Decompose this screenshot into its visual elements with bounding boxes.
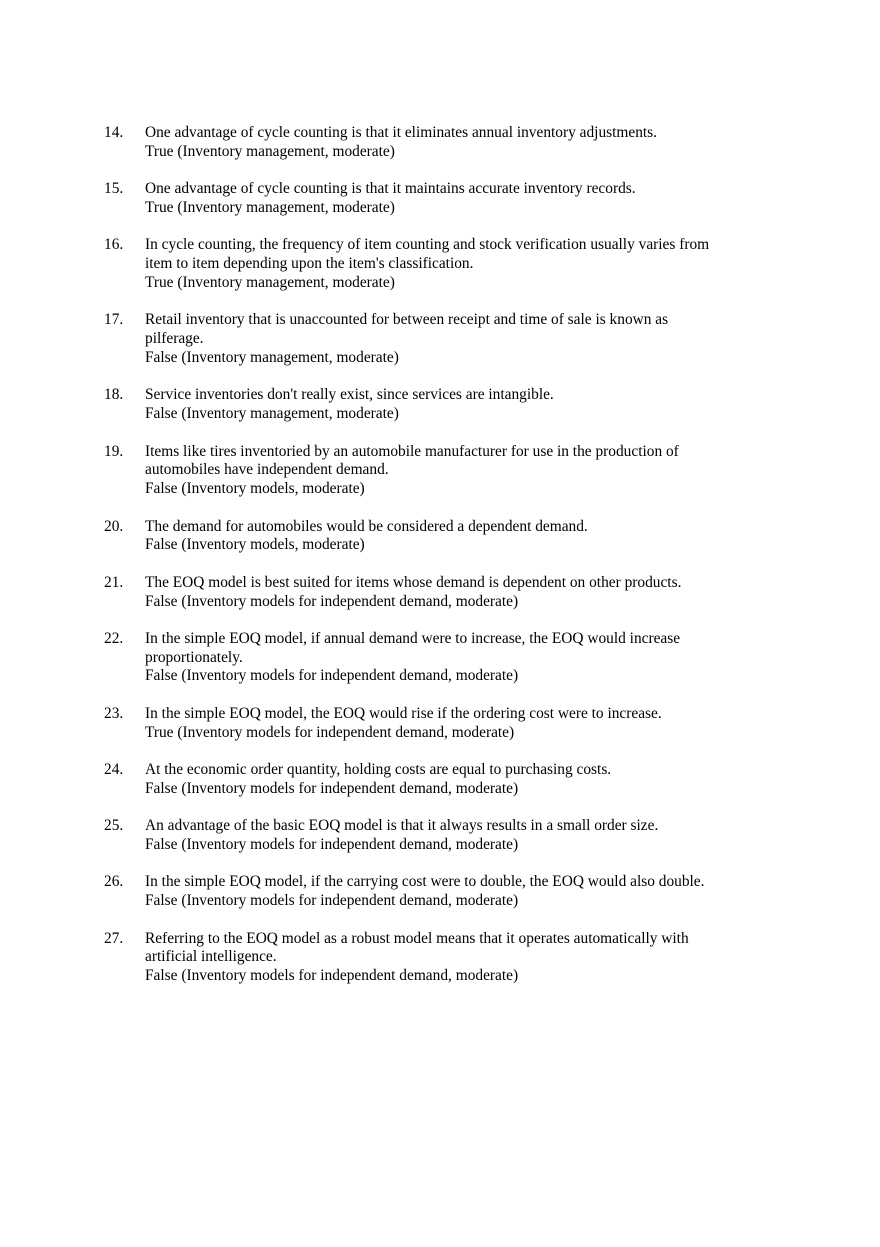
question-text: At the economic order quantity, holding costs are equal to purchasing costs. [145,761,612,779]
question-text: The EOQ model is best suited for items whose demand is dependent on other products. [145,573,682,591]
question-answer: True (Inventory models for independent demand, moderate) [145,723,515,741]
question-item [104,236,724,292]
question-item [104,311,724,367]
question-answer: False (Inventory models for independent demand, moderate) [145,592,519,610]
question-answer: False (Inventory models, moderate) [145,536,365,554]
question-item [104,873,724,911]
question-item [104,761,724,799]
question-item [104,930,724,986]
question-number: 25. [104,817,124,835]
question-text: The demand for automobiles would be considered a dependent demand. [145,517,588,535]
question-number: 27. [104,929,124,947]
question-answer: False (Inventory management, moderate) [145,348,399,366]
question-item [104,574,724,612]
question-number: 26. [104,873,124,891]
question-item [104,630,724,686]
question-number: 19. [104,442,124,460]
question-answer: True (Inventory management, moderate) [145,273,395,291]
question-item [104,180,724,218]
question-text: In the simple EOQ model, the EOQ would rise if the ordering cost were to increase. [145,704,662,722]
question-text: Referring to the EOQ model as a robust model means that it operates automatically with artificial intelligence. [145,929,689,966]
question-item [104,518,724,556]
question-answer: True (Inventory management, moderate) [145,198,395,216]
question-answer: False (Inventory models for independent demand, moderate) [145,667,519,685]
question-text: An advantage of the basic EOQ model is that it always results in a small order size. [145,817,659,835]
question-answer: False (Inventory management, moderate) [145,405,399,423]
question-answer: False (Inventory models, moderate) [145,480,365,498]
question-item [104,705,724,743]
question-number: 16. [104,236,124,254]
question-number: 23. [104,704,124,722]
question-number: 21. [104,573,124,591]
question-text: In the simple EOQ model, if the carrying cost were to double, the EOQ would also double. [145,873,705,891]
question-number: 15. [104,180,124,198]
question-item [104,443,724,499]
question-item [104,817,724,855]
question-answer: False (Inventory models for independent demand, moderate) [145,836,519,854]
question-text: Service inventories don't really exist, since services are intangible. [145,386,554,404]
question-text: One advantage of cycle counting is that it maintains accurate inventory records. [145,180,636,198]
question-text: Retail inventory that is unaccounted for between receipt and time of sale is known as pilferage. [145,311,669,348]
question-number: 17. [104,311,124,329]
question-number: 14. [104,124,124,141]
question-number: 24. [104,761,124,779]
question-number: 20. [104,517,124,535]
question-number: 22. [104,629,124,647]
question-list [104,124,724,1005]
question-item [104,386,724,424]
question-answer: False (Inventory models for independent demand, moderate) [145,967,519,985]
question-item [104,124,724,162]
question-answer: False (Inventory models for independent demand, moderate) [145,779,519,797]
question-answer: False (Inventory models for independent demand, moderate) [145,892,519,910]
question-answer: True (Inventory management, moderate) [145,142,395,160]
question-text: In cycle counting, the frequency of item counting and stock verification usually varies from item to item depending upon the item's classification. [145,236,710,273]
question-text: One advantage of cycle counting is that it eliminates annual inventory adjustments. [145,124,658,141]
question-text: In the simple EOQ model, if annual demand were to increase, the EOQ would increase proportionately. [145,629,681,666]
question-number: 18. [104,386,124,404]
question-text: Items like tires inventoried by an automobile manufacturer for use in the production of automobiles have independent demand. [145,442,679,479]
